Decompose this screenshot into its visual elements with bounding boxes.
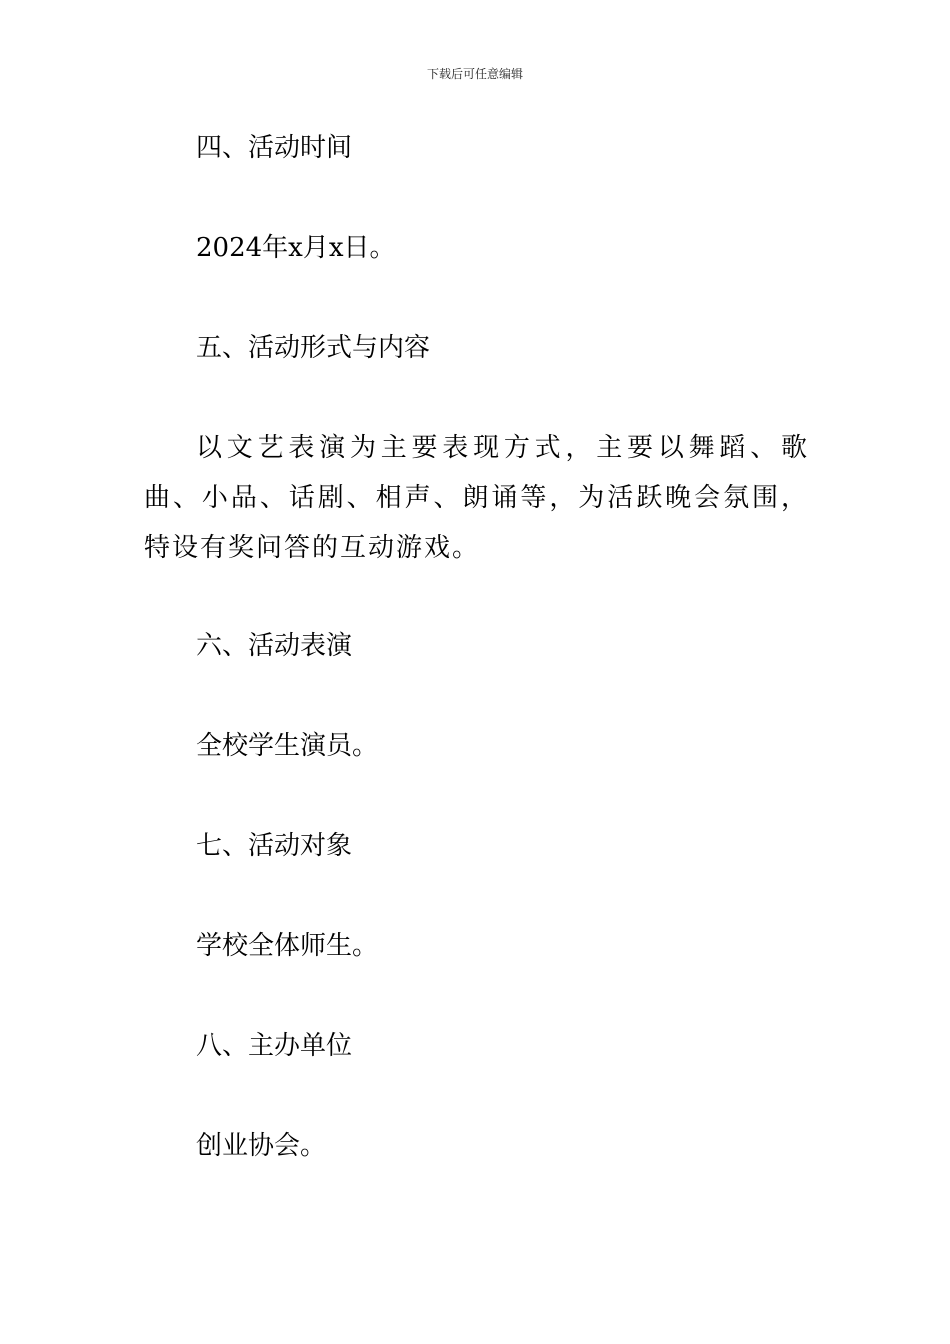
section-body-performance: 全校学生演员。 bbox=[196, 731, 379, 761]
section-heading-time: 四、活动时间 bbox=[196, 133, 353, 163]
section-heading-performance: 六、活动表演 bbox=[196, 631, 353, 661]
section-body-format: 以文艺表演为主要表现方式，主要以舞蹈、歌曲、小品、话剧、相声、朗诵等，为活跃晚会氛围，特设有奖问答的互动游戏。 bbox=[144, 433, 809, 563]
section-heading-audience: 七、活动对象 bbox=[196, 831, 353, 861]
page-header-note: 下载后可任意编辑 bbox=[426, 67, 523, 81]
section-heading-format: 五、活动形式与内容 bbox=[196, 333, 431, 363]
section-body-audience: 学校全体师生。 bbox=[196, 931, 379, 961]
section-body-time: 2024年x月x日。 bbox=[196, 233, 396, 263]
section-heading-organizer: 八、主办单位 bbox=[196, 1031, 353, 1061]
section-body-organizer: 创业协会。 bbox=[196, 1131, 327, 1161]
